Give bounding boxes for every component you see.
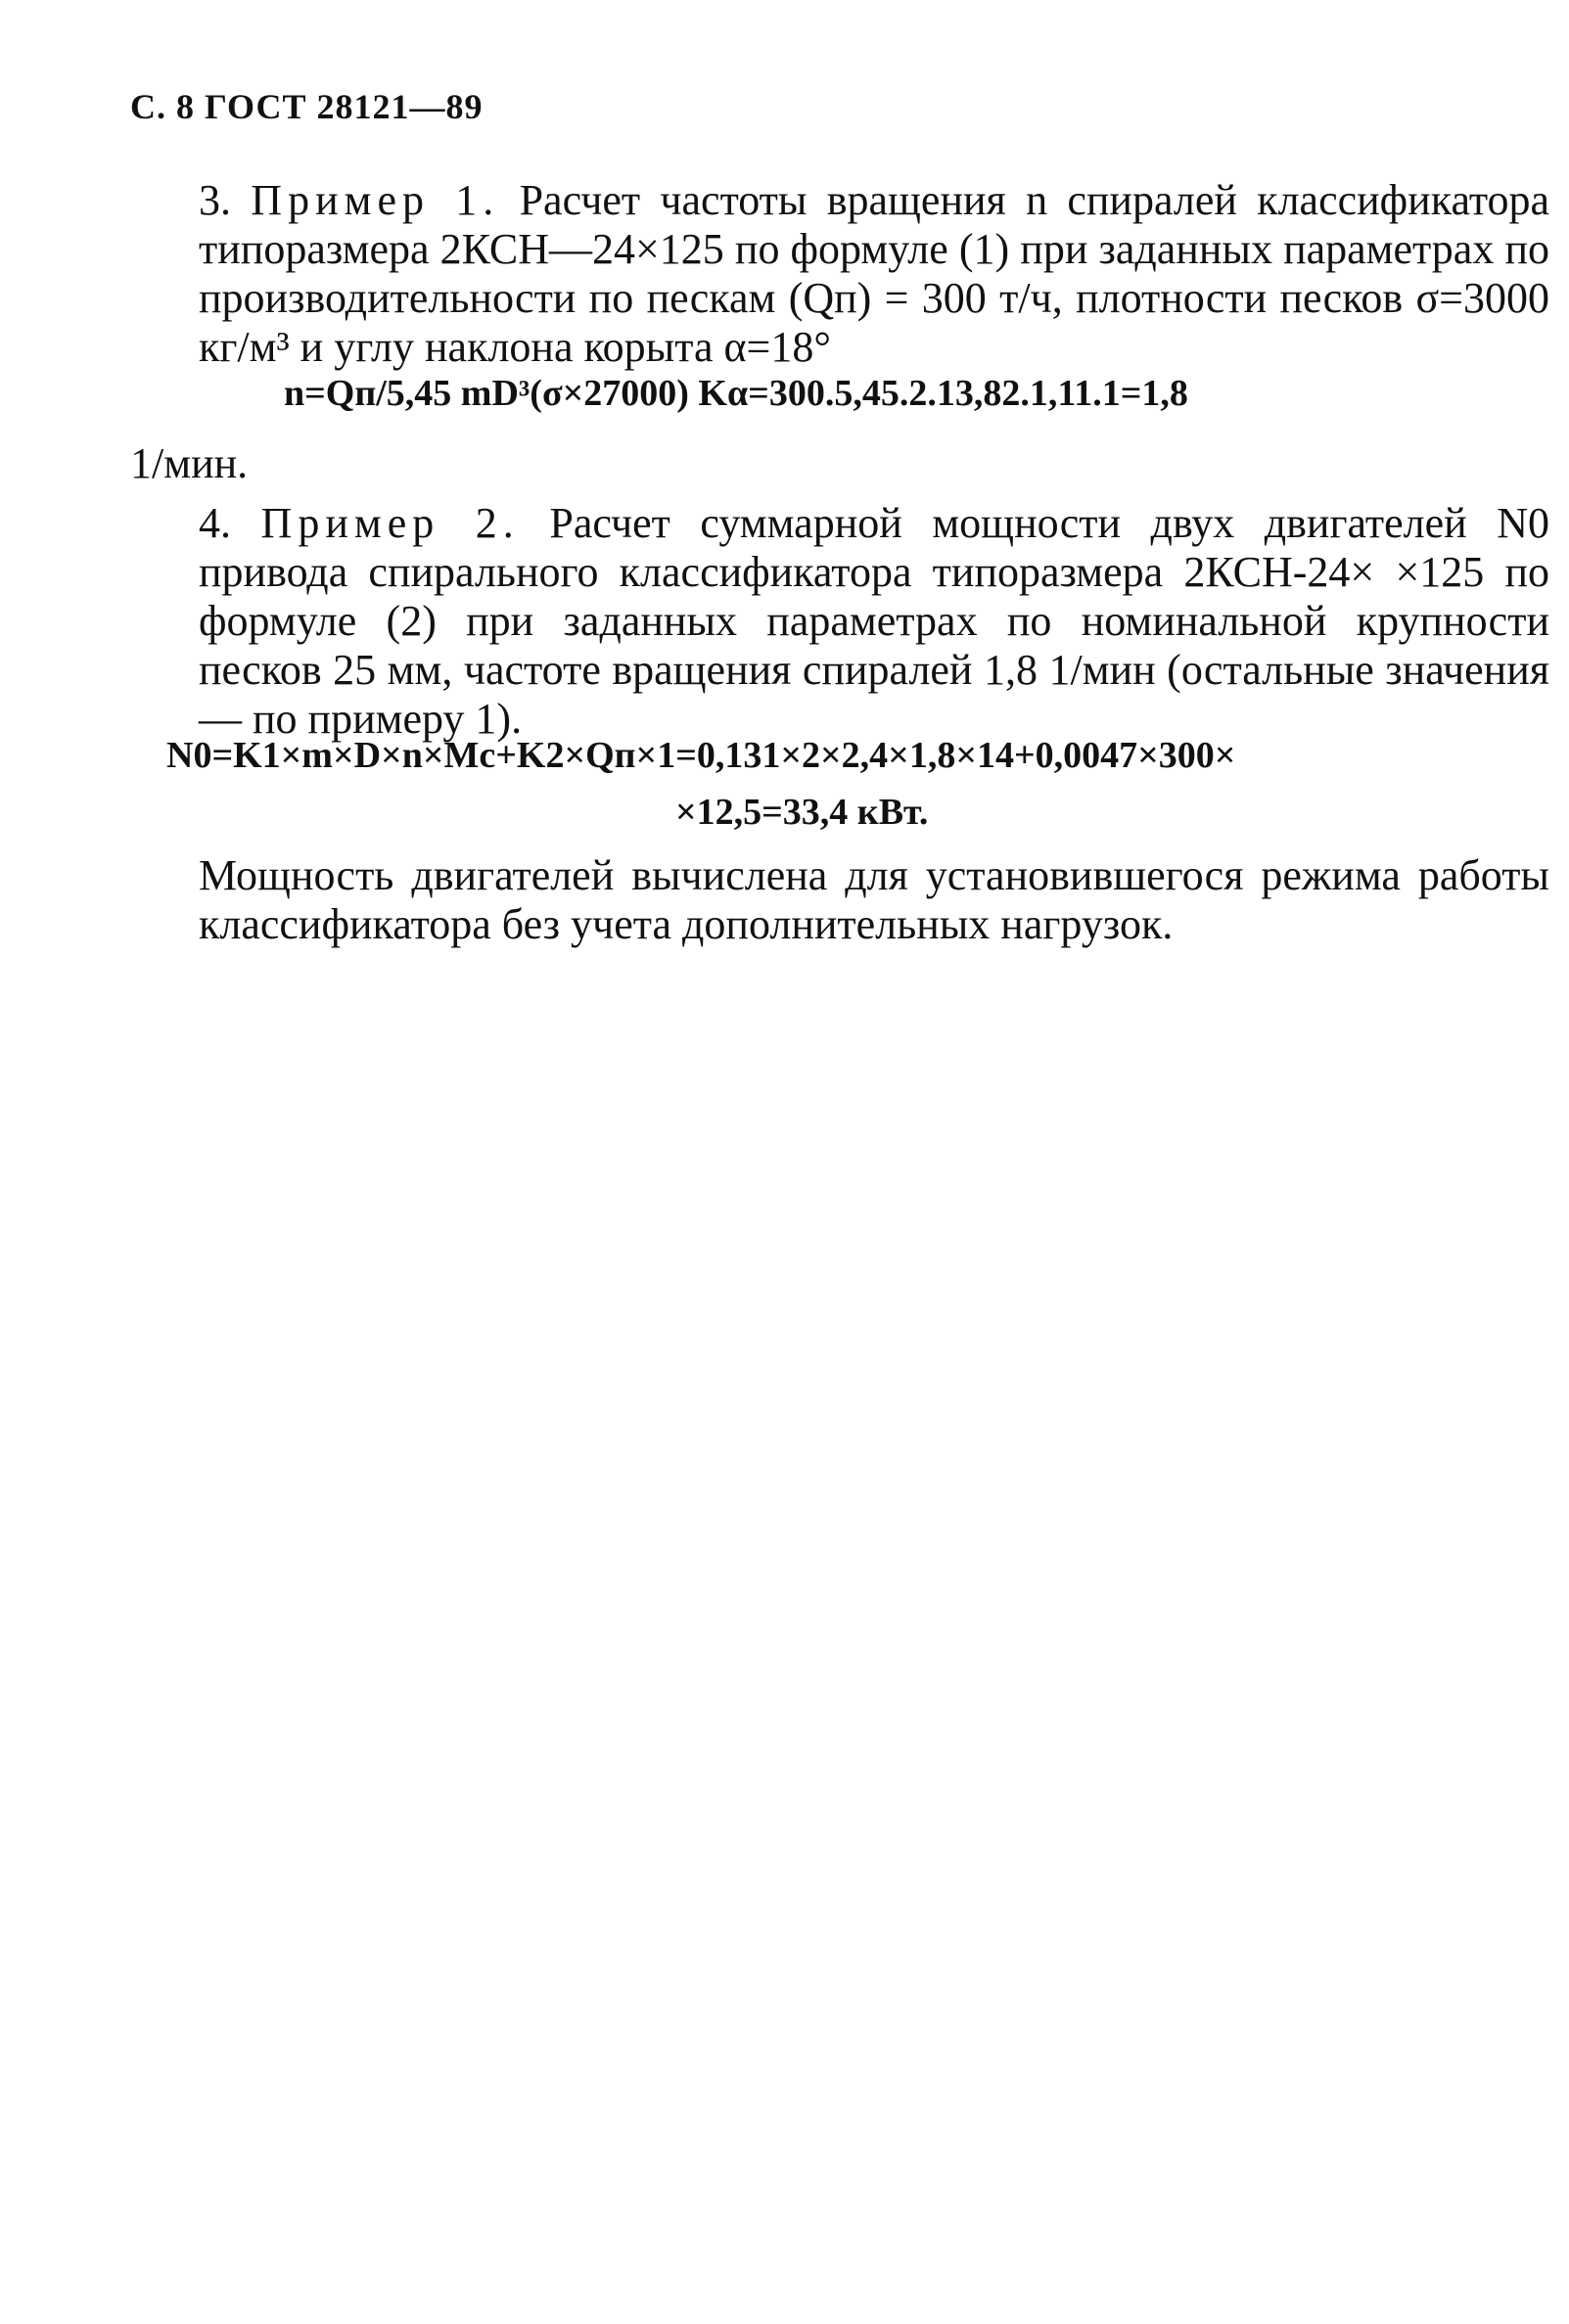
example-1-formula: n=Qп/5,45 mD³(σ×27000) Kα=300.5,45.2.13,82.1,11.1=1,8 — [284, 373, 1188, 414]
example-1-paragraph — [130, 176, 1549, 372]
note-paragraph: Мощность двигателей вычислена для установившегося режима работы классификатора без учета дополнительных нагрузок. — [199, 851, 1549, 948]
example-2-formula-line-2: ×12,5=33,4 кВт. — [675, 792, 929, 833]
example-1-result-unit: 1/мин. — [130, 439, 249, 487]
example-1-number: 3. — [199, 176, 231, 224]
example-2-paragraph — [130, 499, 1549, 744]
example-1-text: Расчет частоты вращения n спиралей классификатора типоразмера 2КСН—24×125 по формуле (1) при заданных параметрах по производительности по пескам (Qп) = 300 т/ч, плотности песков σ=3000 кг/м³ и углу наклона корыта α=18° — [199, 176, 1550, 371]
example-2-number: 4. — [199, 499, 231, 547]
example-2-title: Пример 2. — [260, 499, 520, 547]
example-2-text: Расчет суммарной мощности двух двигателей N0 привода спирального классификатора типоразмера 2КСН-24× ×125 по формуле (2) при заданных параметрах по номинальной крупности песков 25 мм, частоте вращения спиралей 1,8 1/мин (остальные значения — по примеру 1). — [199, 499, 1550, 743]
page-header: С. 8 ГОСТ 28121—89 — [130, 87, 484, 126]
example-1-title: Пример 1. — [251, 176, 500, 224]
example-2-formula-line-1: N0=K1×m×D×n×Mc+K2×Qп×1=0,131×2×2,4×1,8×14+0,0047×300× — [166, 735, 1236, 776]
